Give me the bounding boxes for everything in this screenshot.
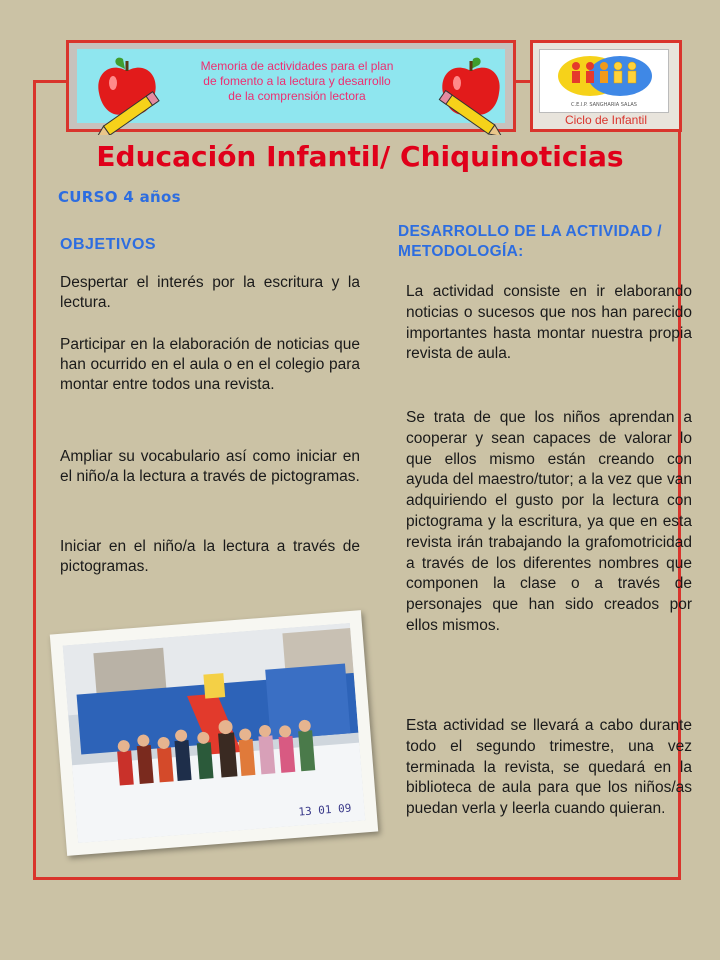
course-label: CURSO 4 años	[58, 188, 181, 206]
objective-item: Participar en la elaboración de noticias que han ocurrido en el aula o en el colegio para montar entre todos una revista.	[60, 336, 360, 393]
banner-text: Memoria de actividades para el plan de fomento a la lectura y desarrollo de la comprensión lectora	[200, 59, 394, 103]
photo-date-stamp: 13 01 09	[297, 801, 352, 819]
logo-caption: C.E.I.P. SANGHARIA SALAS	[571, 102, 637, 108]
school-logo-icon	[540, 50, 668, 112]
methodology-paragraph: Se trata de que los niños aprendan a cooperar y sean capaces de valorar lo que ellos mismo están creando con ayuda del maestro/tutor; a la vez que van adquiriendo el gusto por la lectura con pictograma y la escritura, ya que en esta revista irán trabajando la grafomotricidad a través de los diferentes nombres que componen la clase o a través de personajes que han sido creados por ellos mismos.	[406, 409, 692, 634]
ciclo-badge	[530, 40, 682, 132]
methodology-paragraph: La actividad consiste en ir elaborando noticias o sucesos que nos han parecido importantes hasta montar nuestra propia revista de aula.	[406, 283, 692, 363]
apple-pencil-icon	[93, 53, 167, 135]
methodology-heading: DESARROLLO DE LA ACTIVIDAD / METODOLOGÍA:	[398, 223, 662, 260]
objective-item: Ampliar su vocabulario así como iniciar en el niño/a la lectura a través de pictogramas.	[60, 448, 360, 485]
page-title: Educación Infantil/ Chiquinoticias	[96, 140, 624, 173]
apple-pencil-icon	[433, 53, 507, 135]
header-banner	[66, 40, 516, 132]
objective-item: Despertar el interés por la escritura y la lectura.	[60, 274, 360, 311]
class-photo	[50, 610, 378, 856]
methodology-paragraph: Esta actividad se llevará a cabo durante todo el segundo trimestre, una vez terminada la revista, se quedará en la biblioteca de aula para que los niños/as puedan verla y leerla cuando quieran.	[406, 717, 692, 818]
ciclo-label: Ciclo de Infantil	[564, 113, 648, 127]
banner-background	[77, 49, 505, 123]
objective-item: Iniciar en el niño/a la lectura a través de pictogramas.	[60, 538, 360, 575]
school-logo	[539, 49, 669, 113]
snow-playground-photo	[63, 623, 366, 843]
objectives-heading: OBJETIVOS	[60, 236, 157, 253]
